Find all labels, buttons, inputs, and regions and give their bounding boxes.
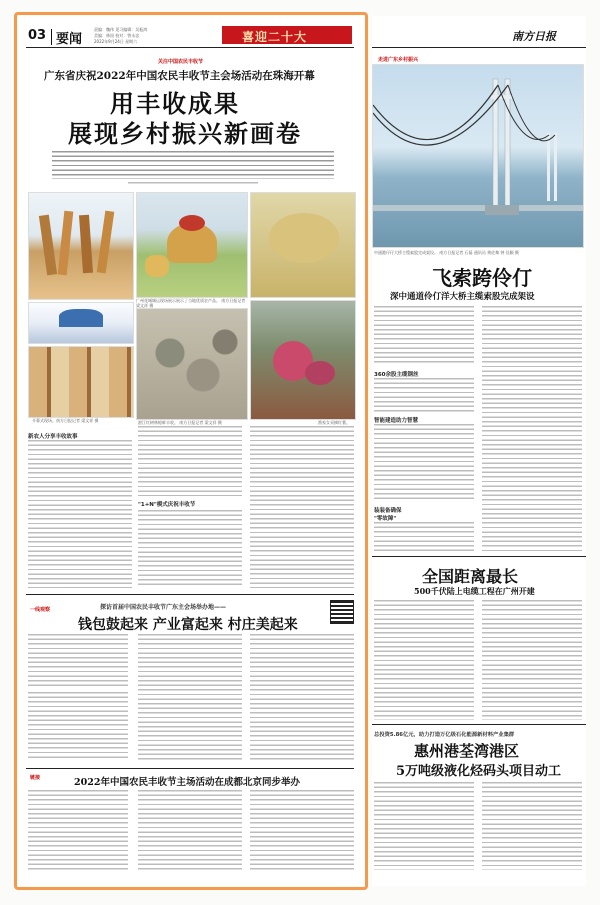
story2-headline: 全国距离最长 xyxy=(422,567,519,586)
story1-section-b: 智能建造助力智慧 xyxy=(374,418,419,424)
story3-col-2 xyxy=(482,782,582,870)
story1-section-a: 360余股主缆钢丝 xyxy=(374,372,419,378)
right-header-rule xyxy=(372,47,586,48)
photo-caption-3: 湛江红树林蛤蚌丰收。 南方日报记者 梁文祥 摄 xyxy=(138,420,222,425)
story3-rule xyxy=(372,724,586,725)
subhead-new-era: 新农人分享丰收故事 xyxy=(28,434,78,440)
photo-caption-4: 渔家女采摘红薯。 xyxy=(318,420,350,425)
bridge-illustration xyxy=(373,65,583,247)
story1-subhead: 深中通道伶仃洋大桥主缆索股完成架设 xyxy=(390,292,535,302)
story2-col-2 xyxy=(482,600,582,720)
selection-frame xyxy=(14,12,368,890)
header-meta-3: 2022年9月24日 星期六 xyxy=(94,39,138,44)
second-story-kicker: 探访首届中国农民丰收节广东主会场举办地—— xyxy=(100,604,227,611)
story1-section-d: "零故障" xyxy=(374,516,397,522)
second-story-tag: 一线观察 xyxy=(30,607,51,613)
photo-bridge xyxy=(372,64,584,248)
story1-section-c: 装装备确保 xyxy=(374,508,402,514)
second-story-headline: 钱包鼓起来 产业富起来 村庄美起来 xyxy=(78,617,298,633)
story2-col-1 xyxy=(374,600,474,720)
story1-headline: 飞索跨伶仃 xyxy=(432,266,532,290)
kicker: 关注中国农民丰收节 xyxy=(158,59,204,65)
story3-headline: 惠州港荃湾港区 xyxy=(414,742,520,760)
third-story-tag: 链接 xyxy=(30,775,41,781)
story1-col-1 xyxy=(374,306,474,364)
subhead-one-plus-n: "1+N"模式庆祝丰收节 xyxy=(138,502,196,508)
story2-subhead: 500千伏陆上电缆工程在广州开建 xyxy=(414,586,535,596)
right-top-kicker: 走进广东乡村振兴 xyxy=(378,57,419,63)
story3-kicker: 总投资5.86亿元，助力打造万亿级石化能源新材料产业集群 xyxy=(374,732,515,738)
section-number: 03 xyxy=(28,28,47,43)
header-meta-2: 美编：林国 校对：曾永忠 xyxy=(94,33,140,38)
story1-col-2 xyxy=(482,306,582,552)
photo-caption-1: 开幕式现场。南方日报记者 梁文祥 摄 xyxy=(32,418,99,423)
photo-caption-2: 广州花城城运现场展示展示了当地优质农产品。 南方日报记者 梁文祥 摄 xyxy=(136,298,246,308)
story3-col-1 xyxy=(374,782,474,870)
story2-rule xyxy=(372,556,586,557)
story1-col-1c xyxy=(374,424,474,502)
main-headline-line1: 用丰收成果 xyxy=(110,89,240,118)
main-headline-top: 广东省庆祝2022年中国农民丰收节主会场活动在珠海开幕 xyxy=(44,70,315,82)
third-story-headline: 2022年中国农民丰收节主场活动在成都北京同步举办 xyxy=(74,777,300,788)
story3-subhead: 5万吨级液化烃码头项目动工 xyxy=(396,764,562,779)
right-photo-caption: 中通港仔仔大桥主缆索股完成架设。 南方日报记者 石磊 通讯员 黄佐黎 钟 佳颖 摄 xyxy=(374,250,519,255)
header-meta-1: 责编：魏伟 见习编辑：吴振鸿 xyxy=(94,27,148,32)
section-name: 要闻 xyxy=(56,32,83,47)
main-headline-line2: 展现乡村振兴新画卷 xyxy=(68,119,302,148)
right-page xyxy=(372,16,586,886)
story1-col-1b xyxy=(374,378,474,412)
masthead: 南方日报 xyxy=(512,30,556,43)
story1-col-1d xyxy=(374,522,474,552)
banner-text: 喜迎二十大 xyxy=(242,30,308,44)
